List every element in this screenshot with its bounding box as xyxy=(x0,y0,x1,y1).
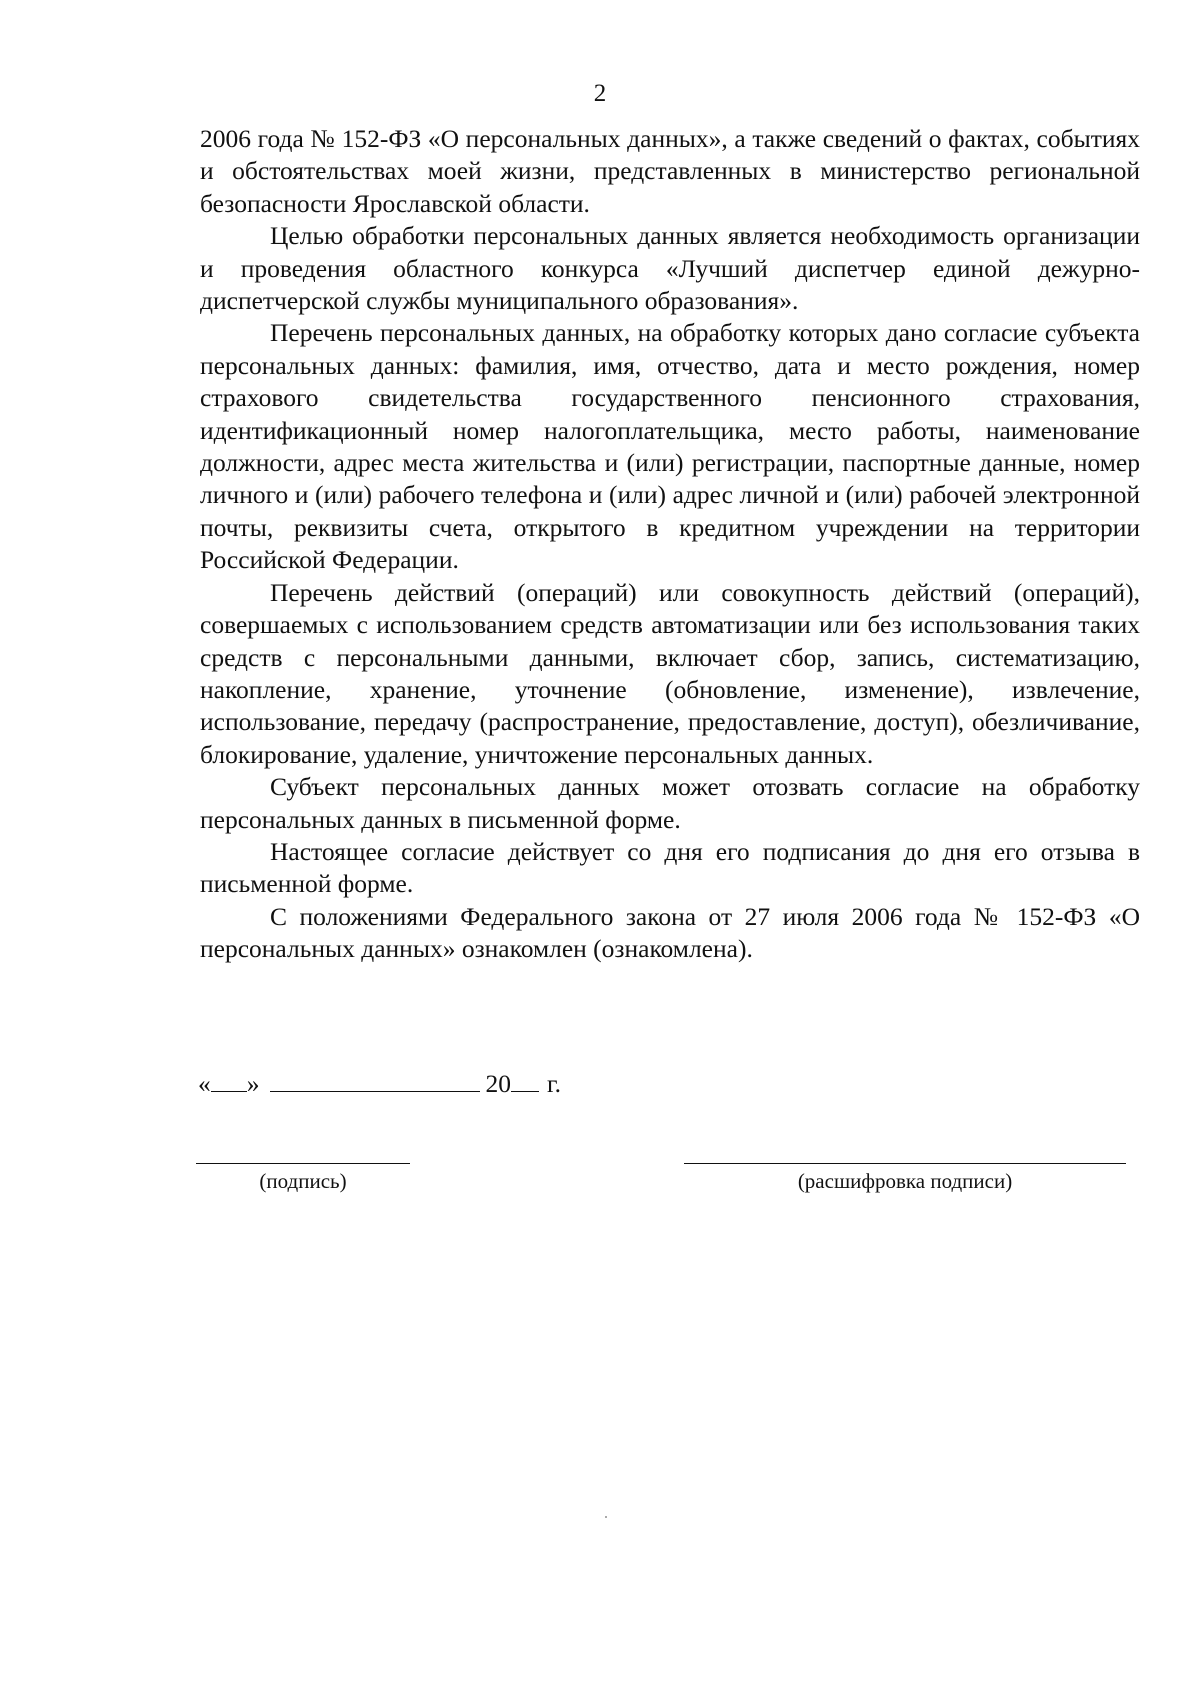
paragraph-1: 2006 года № 152-ФЗ «О персональных данных», а также сведений о фактах, событиях и обстоятельствах моей жизни, представленных в министерство региональной безопасности Ярославской области. xyxy=(200,124,1140,218)
paragraph-actions-list: Перечень действий (операций) или совокупность действий (операций), совершаемых с использованием средств автоматизации или без использования таких средств с персональными данными, включает сбор, запись, систематизацию, накопление, хранение, уточнение (обновление, изменение), извлечение, использование, передачу (распространение, предоставление, доступ), обезличивание, блокирование, удаление, уничтожение персональных данных. xyxy=(200,577,1140,769)
date-close-quote: » xyxy=(246,1069,260,1098)
scan-speck xyxy=(605,1516,607,1518)
year-suffix: г. xyxy=(547,1069,561,1098)
signature-transcript-line[interactable] xyxy=(684,1163,1126,1164)
paragraph-validity: Настоящее согласие действует со дня его подписания до дня его отзыва в письменной форме. xyxy=(200,836,1140,899)
day-blank[interactable] xyxy=(211,1069,247,1092)
page-number: 2 xyxy=(593,80,607,107)
date-field xyxy=(198,1068,561,1100)
paragraph-data-list: Перечень персональных данных, на обработку которых дано согласие субъекта персональных данных: фамилия, имя, отчество, дата и место рождения, номер страхового свидетельства государственного пенсионного страхования, идентификационный номер налогоплательщика, место работы, наименование должности, адрес места жительства и (или) регистрации, паспортные данные, номер личного и (или) рабочего телефона и (или) адрес личной и (или) рабочей электронной почты, реквизиты счета, открытого в кредитном учреждении на территории Российской Федерации. xyxy=(200,318,1140,575)
signature-caption: (подпись) xyxy=(259,1169,347,1193)
paragraph-purpose: Целью обработки персональных данных является необходимость организации и проведения областного конкурса «Лучший диспетчер единой дежурно-диспетчерской службы муниципального образования». xyxy=(200,221,1140,316)
document-body xyxy=(200,123,1140,966)
month-blank[interactable] xyxy=(270,1069,480,1092)
paragraph-acknowledgement: С положениями Федерального закона от 27 июля 2006 года № 152-ФЗ «О персональных данных» ознакомлен (ознакомлена). xyxy=(200,901,1140,964)
paragraph-revocation: Субъект персональных данных может отозвать согласие на обработку персональных данных в письменной форме. xyxy=(200,772,1140,834)
year-prefix: 20 xyxy=(485,1069,511,1098)
signature-transcript-caption: (расшифровка подписи) xyxy=(797,1169,1013,1193)
signature-line[interactable] xyxy=(196,1163,410,1164)
year-blank[interactable] xyxy=(511,1069,539,1092)
date-open-quote: « xyxy=(198,1069,211,1098)
